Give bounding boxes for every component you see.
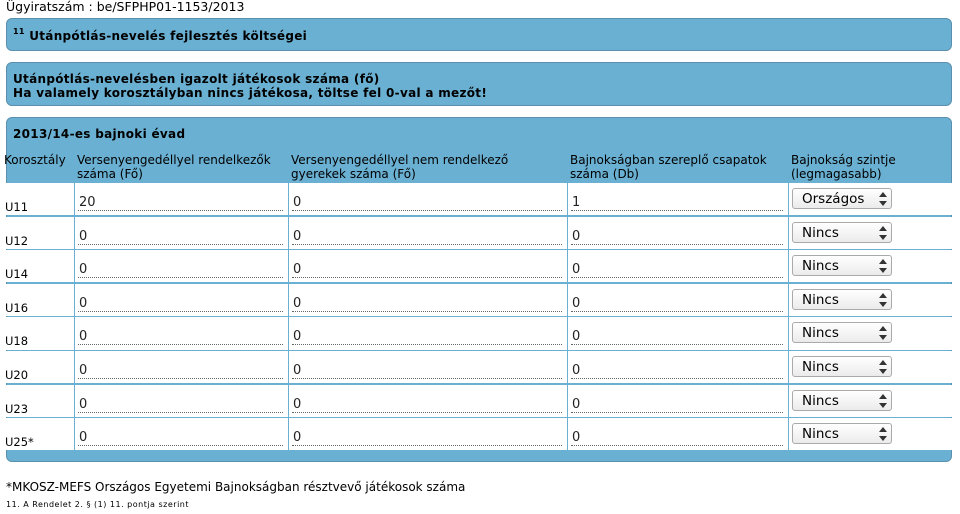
- teams-count-input[interactable]: 0: [571, 429, 783, 446]
- table-cell: [568, 284, 788, 316]
- season-title: 2013/14-es bajnoki évad: [13, 127, 186, 141]
- notice-panel: [6, 62, 952, 106]
- level-select[interactable]: [792, 255, 892, 276]
- table-cell: [289, 317, 567, 349]
- table-row-age-cell: [2, 418, 74, 450]
- table-cell: [75, 183, 288, 215]
- table-row-age-cell: [2, 351, 74, 383]
- table-row-age-cell: [2, 284, 74, 316]
- table-cell: [789, 385, 954, 417]
- table-row-age-cell: [2, 385, 74, 417]
- header-teams: Bajnokságban szereplő csapatok száma (Db): [570, 153, 767, 181]
- header-cell: [289, 150, 567, 180]
- updown-arrow-icon: [879, 226, 887, 240]
- level-select[interactable]: [792, 356, 892, 377]
- unlicensed-count-input[interactable]: 0: [292, 261, 562, 278]
- level-select-value: Nincs: [802, 224, 839, 241]
- teams-count-input[interactable]: 0: [571, 228, 783, 245]
- footnote: *MKOSZ-MEFS Országos Egyetemi Bajnokságban résztvevő játékosok száma: [6, 480, 466, 494]
- level-select-value: Nincs: [802, 325, 839, 342]
- table-cell: [789, 250, 954, 282]
- table-cell: [289, 351, 567, 383]
- updown-arrow-icon: [879, 394, 887, 408]
- header-cell: [789, 150, 954, 180]
- level-select-value: Nincs: [802, 359, 839, 375]
- updown-arrow-icon: [879, 293, 887, 307]
- teams-count-input[interactable]: 0: [571, 261, 783, 278]
- unlicensed-count-input[interactable]: 0: [292, 194, 562, 211]
- licensed-count-input[interactable]: 0: [78, 261, 283, 278]
- section-title-text: Utánpótlás-nevelés fejlesztés költségei: [29, 29, 308, 43]
- case-number: Ügyiratszám : be/SFPHP01-1153/2013: [6, 0, 245, 14]
- level-select[interactable]: [792, 322, 892, 343]
- licensed-count-input[interactable]: 0: [78, 228, 283, 245]
- age-group-label: U11: [5, 200, 29, 214]
- table-cell: [289, 183, 567, 215]
- table-cell: [789, 284, 954, 316]
- header-cell: [75, 150, 288, 180]
- level-select[interactable]: [792, 423, 892, 444]
- table-cell: [568, 183, 788, 215]
- header-level: Bajnokság szintje (legmagasabb): [791, 153, 896, 181]
- level-select-value: Országos: [802, 191, 865, 207]
- notice-line-2: Ha valamely korosztályban nincs játékosa, töltse fel 0-val a mezőt!: [13, 86, 488, 100]
- table-cell: [568, 250, 788, 282]
- level-select-value: Nincs: [802, 291, 839, 308]
- level-select[interactable]: [792, 289, 892, 310]
- table-cell: [289, 250, 567, 282]
- table-cell: [789, 351, 954, 383]
- table-cell: [75, 317, 288, 349]
- table-cell: [289, 418, 567, 450]
- section-number: 11: [13, 27, 25, 36]
- updown-arrow-icon: [879, 427, 887, 441]
- unlicensed-count-input[interactable]: 0: [292, 328, 562, 345]
- table-cell: [289, 284, 567, 316]
- updown-arrow-icon: [879, 360, 887, 374]
- licensed-count-input[interactable]: 0: [78, 396, 283, 413]
- legal-reference: 11. A Rendelet 2. § (1) 11. pontja szerint: [6, 500, 190, 509]
- table-cell: [75, 217, 288, 249]
- age-group-label: U16: [5, 300, 29, 315]
- age-group-label: U20: [5, 368, 29, 382]
- table-cell: [789, 217, 954, 249]
- licensed-count-input[interactable]: 0: [78, 362, 283, 379]
- unlicensed-count-input[interactable]: 0: [292, 396, 562, 413]
- table-cell: [568, 418, 788, 450]
- table-cell: [289, 385, 567, 417]
- age-group-label: U25*: [5, 435, 34, 450]
- header-cell: [568, 150, 788, 180]
- table-cell: [75, 385, 288, 417]
- age-group-label: U14: [5, 267, 29, 282]
- teams-count-input[interactable]: 0: [571, 295, 783, 312]
- header-age: Korosztály: [4, 153, 66, 167]
- table-cell: [568, 317, 788, 349]
- licensed-count-input[interactable]: 20: [78, 194, 283, 211]
- level-select[interactable]: [792, 188, 892, 209]
- section-title: [13, 28, 307, 43]
- licensed-count-input[interactable]: 0: [78, 328, 283, 345]
- header-licensed: Versenyengedéllyel rendelkezők száma (Fő): [77, 153, 271, 181]
- header-unlicensed: Versenyengedéllyel nem rendelkező gyerekek száma (Fő): [291, 153, 509, 181]
- age-group-label: U23: [5, 401, 29, 416]
- age-group-label: U18: [5, 334, 29, 349]
- section-header-panel: [6, 18, 952, 51]
- table-row-age-cell: [2, 217, 74, 249]
- unlicensed-count-input[interactable]: 0: [292, 429, 562, 446]
- unlicensed-count-input[interactable]: 0: [292, 228, 562, 245]
- table-row-age-cell: [2, 250, 74, 282]
- level-select-value: Nincs: [802, 258, 839, 275]
- notice-line-1: Utánpótlás-nevelésben igazolt játékosok száma (fő): [13, 72, 380, 86]
- teams-count-input[interactable]: 0: [571, 362, 783, 379]
- updown-arrow-icon: [879, 326, 887, 340]
- teams-count-input[interactable]: 0: [571, 396, 783, 413]
- table-row-age-cell: [2, 183, 74, 215]
- table-cell: [75, 250, 288, 282]
- licensed-count-input[interactable]: 0: [78, 429, 283, 446]
- table-cell: [789, 418, 954, 450]
- level-select[interactable]: [792, 390, 892, 411]
- table-cell: [75, 351, 288, 383]
- teams-count-input[interactable]: 0: [571, 328, 783, 345]
- table-cell: [75, 284, 288, 316]
- level-select-value: Nincs: [802, 392, 839, 409]
- header-cell: [2, 150, 74, 180]
- table-row-age-cell: [2, 317, 74, 349]
- table-cell: [789, 183, 954, 215]
- age-group-label: U12: [5, 233, 29, 248]
- table-cell: [568, 217, 788, 249]
- season-table-panel: [6, 117, 952, 462]
- table-cell: [75, 418, 288, 450]
- table-cell: [789, 317, 954, 349]
- teams-count-input[interactable]: 1: [571, 194, 783, 211]
- unlicensed-count-input[interactable]: 0: [292, 295, 562, 312]
- level-select-value: Nincs: [802, 426, 839, 443]
- updown-arrow-icon: [879, 192, 887, 206]
- updown-arrow-icon: [879, 259, 887, 273]
- table-cell: [568, 385, 788, 417]
- licensed-count-input[interactable]: 0: [78, 295, 283, 312]
- table-cell: [289, 217, 567, 249]
- unlicensed-count-input[interactable]: 0: [292, 362, 562, 379]
- level-select[interactable]: [792, 222, 892, 243]
- table-cell: [568, 351, 788, 383]
